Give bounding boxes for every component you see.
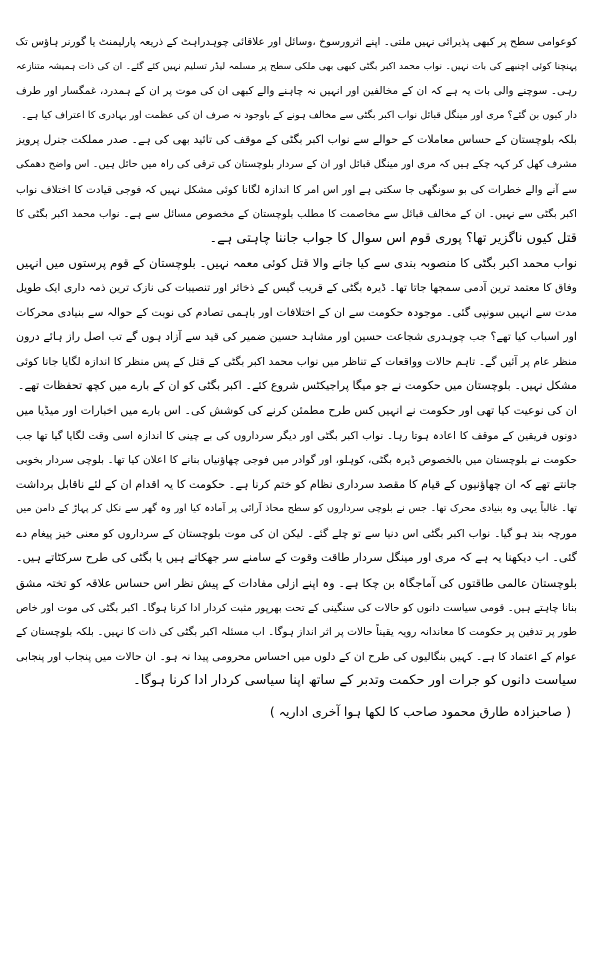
- article-paragraph: [16, 399, 577, 571]
- paragraph-line: اور اسباب کیا تھے؟ جب چوہدری شجاعت حسین اور مشاہد حسین ضمیر کی قید سے آزاد ہوں گے تب اصل راز ہائے درون: [16, 330, 577, 344]
- paragraph-line: جانتے تھے کہ ان چھاؤنیوں کے قیام کا مقصد سرداری نظام کو ختم کرنا ہے۔ حکومت کا یہ اقدام ان کے لئے ناقابل برداشت: [16, 477, 577, 491]
- paragraph-line: بلکہ بلوچستان کے حساس معاملات کے حوالے سے نواب اکبر بگٹی کے موقف کی تائید بھی کی ہے۔ صدر مملکت جنرل پرویز: [16, 133, 577, 147]
- paragraph-line: مدت سے انہیں سونپی گئی۔ موجودہ حکومت سے ان کے اختلافات اور باہمی تصادم کی نوبت کے حوالہ سے بنیادی محرکات: [16, 305, 577, 319]
- paragraph-line: وفاق کا معتمد ترین آدمی سمجھا جاتا تھا۔ ڈیرہ بگٹی کے قریب گیس کے ذخائر اور تنصیبات کی نازک ترین ذمہ داری ایک طویل: [16, 280, 577, 294]
- paragraph-line: ان کی نوعیت کیا تھی اور حکومت نے انہیں کس طرح مطمئن کرنے کی کوشش کی۔ اس بارے میں اخبارات اور میڈیا میں: [16, 403, 577, 417]
- paragraph-line: مشکل نہیں۔ بلوچستان میں حکومت نے جو میگا پراجیکٹس شروع کئے۔ اکبر بگٹی کو ان کے بارے میں کچھ تحفظات تھے۔: [17, 379, 577, 393]
- paragraph-line: مشرف کھل کر کہہ چکے ہیں کہ مری اور مینگل قبائل اور ان کے سردار بلوچستان کی ترقی کی راہ میں حائل ہیں۔ اس واضح دھمکی: [16, 158, 577, 170]
- paragraph-line: سے آنے والے خطرات کی بو سونگھی جا سکتی ہے اور اس امر کا اندازہ لگانا کوئی مشکل نہیں کہ فوجی قیادت کا اختلاف نواب: [16, 183, 577, 196]
- paragraph-line: منظر عام پر آئیں گے۔ تاہم حالات وواقعات کے تناظر میں نواب محمد اکبر بگٹی کے قتل کے پس منظر کا اندازہ لگایا جانا کوئی: [16, 354, 577, 368]
- editorial-article: [16, 30, 577, 694]
- paragraph-line: مورچہ بند ہو گیا۔ نواب اکبر بگٹی اس دنیا سے تو چلے گئے۔ لیکن ان کی موت بلوچستان کے سرداروں کو معنی خیز پیغام دے: [16, 526, 577, 540]
- paragraph-line: قتل کیوں ناگزیر تھا؟ پوری قوم اس سوال کا جواب جاننا چاہتی ہے۔: [209, 230, 577, 246]
- paragraph-line: دونوں فریقین کے موقف کا اعادہ ہوتا رہا۔ نواب اکبر بگٹی اور دیگر سرداروں کی بے چینی کا اندازہ اسی وقت لگایا گیا تھا جب: [16, 429, 577, 442]
- paragraph-line: گئی۔ اب دیکھنا یہ ہے کہ مری اور مینگل سردار طاقت وقوت کے سامنے سر جھکاتے ہیں یا بگٹی کی طرح سرکٹاتے ہیں۔: [16, 551, 577, 565]
- paragraph-line: بلوچستان عالمی طاقتوں کی آماجگاہ بن چکا ہے۔ وہ اپنے ازلی مفادات کے پیش نظر اس حساس علاقہ کو تختہ مشق: [16, 576, 577, 591]
- article-attribution: ( صاحبزادہ طارق محمود صاحب کا لکھا ہوا آخری اداریہ ): [269, 704, 571, 720]
- paragraph-line: دار کیوں بن گئے؟ مری اور مینگل قبائل نواب اکبر بگٹی سے مخالف ہونے کے باوجود نہ صرف ان کی عظمت اور بہادری کا اعتراف کیا ہے۔: [21, 109, 577, 121]
- paragraph-line: سیاست دانوں کو جرات اور حکمت وتدبر کے ساتھ اپنا سیاسی کردار ادا کرنا ہوگا۔: [133, 673, 577, 689]
- paragraph-line: طور پر تدفین پر حکومت کا معاندانہ رویہ یقیناً حالات پر اثر انداز ہوگا۔ اب مسئلہ اکبر بگٹی کی ذات کا نہیں۔ بلکہ بلوچستان کے: [16, 626, 577, 639]
- article-paragraph: [16, 251, 577, 399]
- paragraph-line: تھا۔ غالباً یہی وہ بنیادی محرک تھا۔ جس نے بلوچی سرداروں کو سطح محاذ آرائی پر آمادہ کیا اور وہ گھر سے نکل کر پہاڑ کے دامن میں: [16, 503, 577, 515]
- article-paragraph: [16, 128, 577, 251]
- paragraph-line: بنانا چاہتے ہیں۔ قومی سیاست دانوں کو حالات کی سنگینی کے تحت بھرپور مثبت کردار ادا کرنا ہوگا۔ اکبر بگٹی کی موت اور خاص: [16, 601, 577, 614]
- paragraph-line: کوعوامی سطح پر کبھی پذیرائی نہیں ملتی۔ اپنے اثرورسوخ ،وسائل اور علاقائی چوہدراہٹ کے ذریعہ پارلیمنٹ یا گورنر ہاؤس تک: [16, 36, 577, 48]
- paragraph-line: نواب محمد اکبر بگٹی کا منصوبہ بندی سے کیا جانے والا قتل کوئی معمہ نہیں۔ بلوچستان کے قوم پرستوں میں انہیں: [16, 256, 577, 271]
- paragraph-line: حکومت نے بلوچستان میں بالخصوص ڈیرہ بگٹی، کوہلو، اور گوادر میں فوجی چھاؤنیاں بنانے کا اعلان کیا تھا۔ بلوچی سردار بخوبی: [16, 454, 577, 467]
- paragraph-line: اکبر بگٹی سے نہیں۔ ان کے مخالف قبائل سے مخاصمت کا مطلب بلوچستان کے مخصوص مسائل سے ہے۔ نواب محمد اکبر بگٹی کا: [16, 208, 577, 221]
- paragraph-line: پہنچنا کوئی اچنبھے کی بات نہیں۔ نواب محمد اکبر بگٹی کبھی بھی ملکی سطح پر مسلمہ لیڈر تسلیم نہیں کئے گئے۔ ان کی ذات ہمیشہ متنازعہ: [16, 60, 577, 72]
- paragraph-line: رہی۔ سوچنے والی بات یہ ہے کہ ان کے مخالفین اور انہیں نہ چاہنے والے کبھی ان کی موت پر ان کے ہمدرد، غمگسار اور طرف: [16, 85, 577, 98]
- article-paragraph: [16, 571, 577, 694]
- paragraph-line: عوام کے اعتماد کا ہے۔ کہیں بنگالیوں کی طرح ان کے دلوں میں احساس محرومی پیدا نہ ہو۔ ان حالات میں پنجاب اور پنجابی: [16, 649, 577, 663]
- article-paragraph: [16, 30, 577, 128]
